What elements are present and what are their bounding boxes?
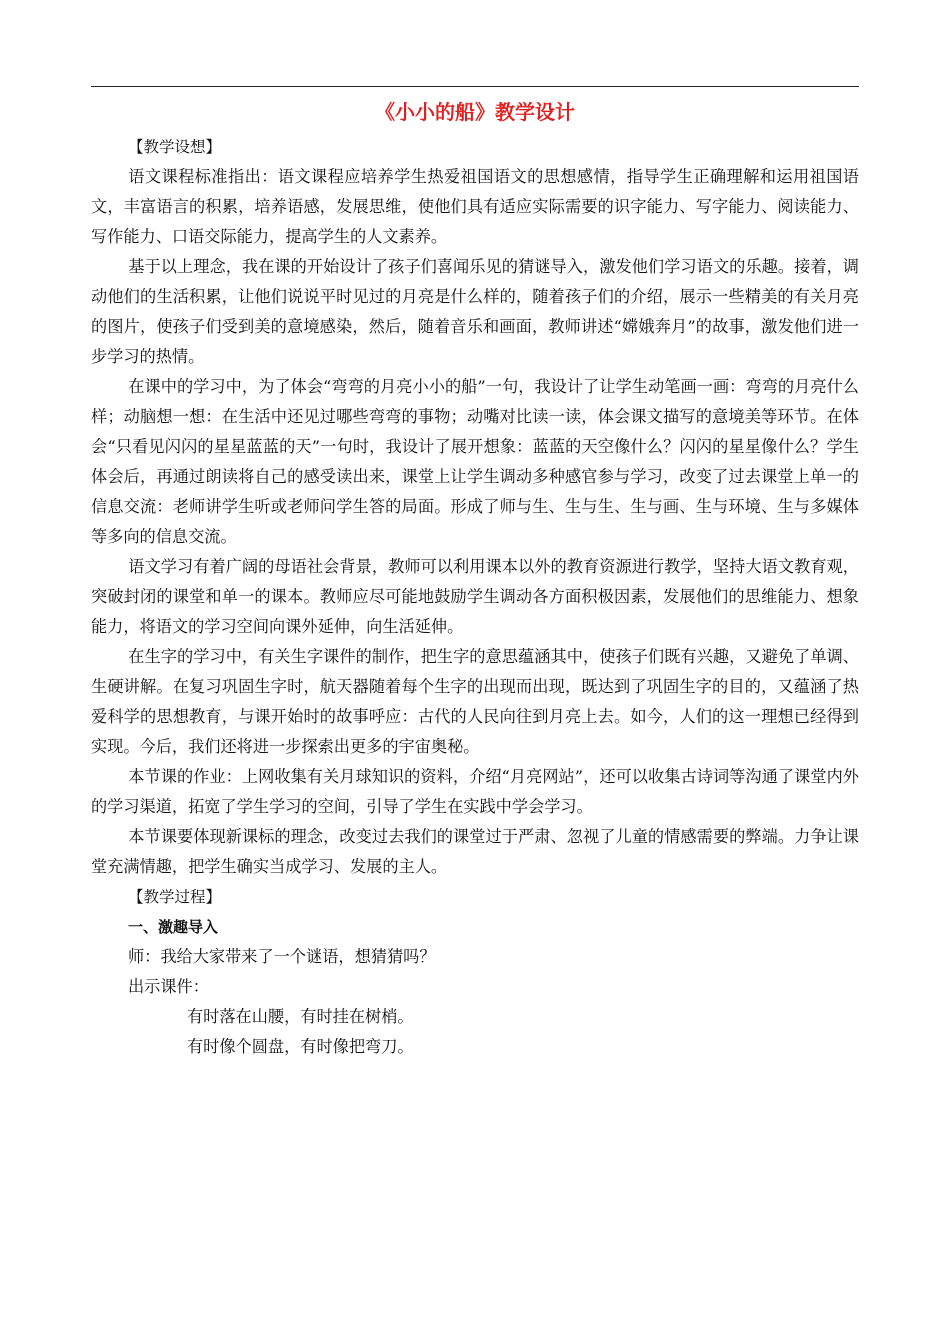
paragraph: 基于以上理念，我在课的开始设计了孩子们喜闻乐见的猜谜导入，激发他们学习语文的乐趣。接着，调动他们的生活积累，让他们说说平时见过的月亮是什么样的，随着孩子们的介绍，展示一些精美的有关月亮的图片，使孩子们受到美的意境感染，然后，随着音乐和画面，教师讲述“嫦娥奔月”的故事，激发他们进一步学习的热情。 xyxy=(91,257,859,366)
paragraph: 本节课的作业：上网收集有关月球知识的资料，介绍“月亮网站”，还可以收集古诗词等沟通了课堂内外的学习渠道，拓宽了学生学习的空间，引导了学生在实践中学会学习。 xyxy=(91,767,859,816)
courseware-line: 出示课件： xyxy=(128,977,209,996)
document-title: 《小小的船》教学设计 xyxy=(375,100,575,124)
teacher-line: 师：我给大家带来了一个谜语，想猜猜吗？ xyxy=(128,947,436,966)
subheading-intro: 一、激趣导入 xyxy=(128,918,219,936)
section-heading-design: 【教学设想】 xyxy=(128,138,222,156)
paragraph: 在生字的学习中，有关生字课件的制作，把生字的意思蕴涵其中，使孩子们既有兴趣，又避免了单调、生硬讲解。在复习巩固生字时，航天器随着每个生字的出现而出现，既达到了巩固生字的目的，又蕴涵了热爱科学的思想教育，与课开始时的故事呼应：古代的人民向往到月亮上去。如今，人们的这一理想已经得到实现。今后，我们还将进一步探索出更多的宇宙奥秘。 xyxy=(91,647,859,756)
header-rule xyxy=(91,86,859,87)
paragraph: 本节课要体现新课标的理念，改变过去我们的课堂过于严肃、忽视了儿童的情感需要的弊端。力争让课堂充满情趣，把学生确实当成学习、发展的主人。 xyxy=(91,827,859,876)
riddle-line: 有时像个圆盘，有时像把弯刀。 xyxy=(187,1037,414,1056)
paragraph: 语文学习有着广阔的母语社会背景，教师可以利用课本以外的教育资源进行教学，坚持大语文教育观，突破封闭的课堂和单一的课本。教师应尽可能地鼓励学生调动各方面积极因素，发展他们的思维能力、想象能力，将语文的学习空间向课外延伸，向生活延伸。 xyxy=(91,557,859,636)
paragraph: 在课中的学习中，为了体会“弯弯的月亮小小的船”一句，我设计了让学生动笔画一画：弯弯的月亮什么样；动脑想一想：在生活中还见过哪些弯弯的事物；动嘴对比读一读，体会课文描写的意境美等环节。在体会“只看见闪闪的星星蓝蓝的天”一句时，我设计了展开想象：蓝蓝的天空像什么？闪闪的星星像什么？学生体会后，再通过朗读将自己的感受读出来，课堂上让学生调动多种感官参与学习，改变了过去课堂上单一的信息交流：老师讲学生听或老师问学生答的局面。形成了师与生、生与生、生与画、生与环境、生与多媒体等多向的信息交流。 xyxy=(91,377,859,546)
paragraph: 语文课程标准指出：语文课程应培养学生热爱祖国语文的思想感情，指导学生正确理解和运用祖国语文，丰富语言的积累，培养语感，发展思维，使他们具有适应实际需要的识字能力、写字能力、阅读能力、写作能力、口语交际能力，提高学生的人文素养。 xyxy=(91,167,859,246)
document-body xyxy=(91,132,859,1062)
section-heading-process: 【教学过程】 xyxy=(128,888,222,906)
riddle-line: 有时落在山腰，有时挂在树梢。 xyxy=(187,1007,414,1026)
